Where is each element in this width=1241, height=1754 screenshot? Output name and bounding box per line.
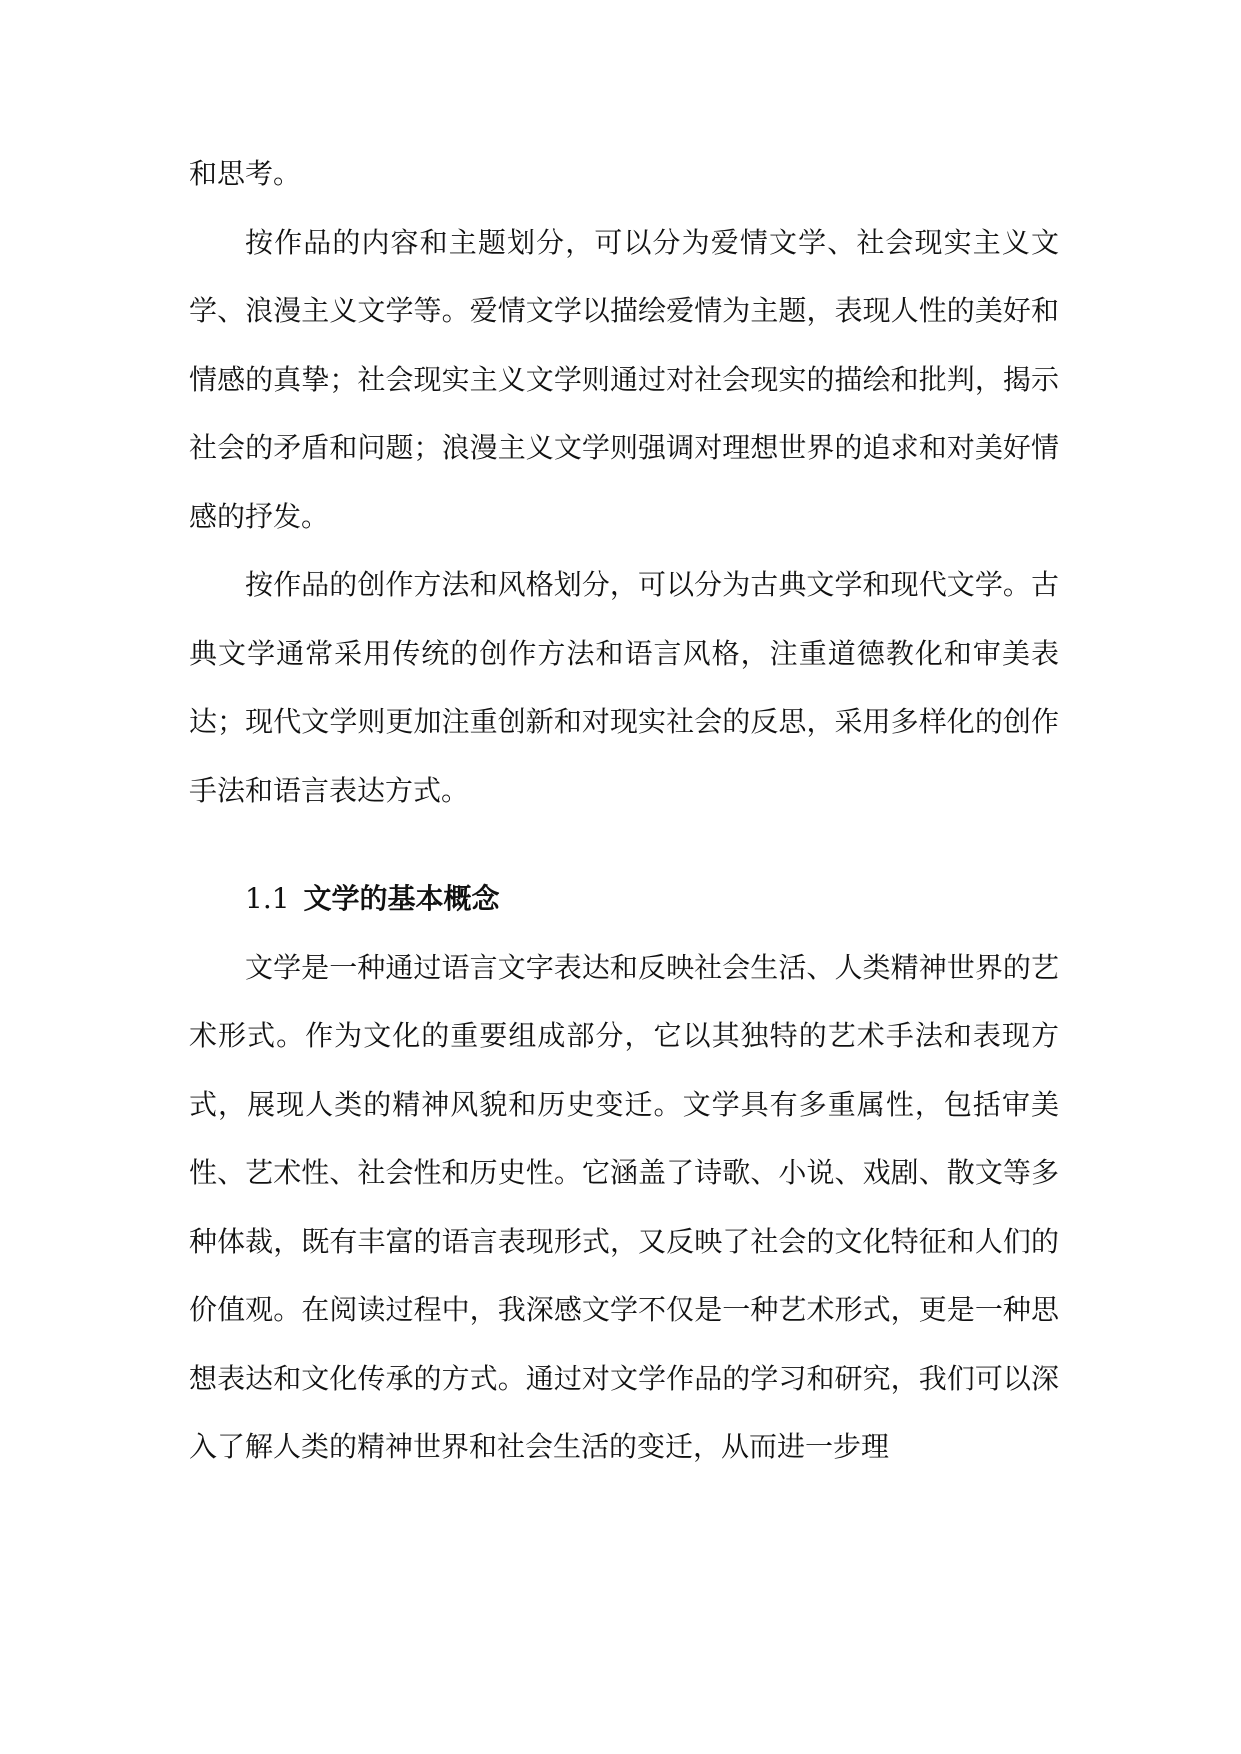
paragraph-continuation: 和思考。 <box>189 157 302 190</box>
document-body <box>189 140 1059 1482</box>
paragraph-content-theme-classification: 按作品的内容和主题划分，可以分为爱情文学、社会现实主义文学、浪漫主义文学等。爱情文学以描绘爱情为主题，表现人性的美好和情感的真挚；社会现实主义文学则通过对社会现实的描绘和批判，揭示社会的矛盾和问题；浪漫主义文学则强调对理想世界的追求和对美好情感的抒发。 <box>189 225 1059 533</box>
section-title: 文学的基本概念 <box>303 882 500 915</box>
section-number: 1.1 <box>245 882 290 915</box>
section-heading <box>189 865 1059 934</box>
paragraph-basic-concept: 文学是一种通过语言文字表达和反映社会生活、人类精神世界的艺术形式。作为文化的重要组成部分，它以其独特的艺术手法和表现方式，展现人类的精神风貌和历史变迁。文学具有多重属性，包括审美性、艺术性、社会性和历史性。它涵盖了诗歌、小说、戏剧、散文等多种体裁，既有丰富的语言表现形式，又反映了社会的文化特征和人们的价值观。在阅读过程中，我深感文学不仅是一种艺术形式，更是一种思想表达和文化传承的方式。通过对文学作品的学习和研究，我们可以深入了解人类的精神世界和社会生活的变迁，从而进一步理 <box>189 950 1059 1463</box>
paragraph-method-style-classification: 按作品的创作方法和风格划分，可以分为古典文学和现代文学。古典文学通常采用传统的创作方法和语言风格，注重道德教化和审美表达；现代文学则更加注重创新和对现实社会的反思，采用多样化的创作手法和语言表达方式。 <box>189 568 1059 807</box>
